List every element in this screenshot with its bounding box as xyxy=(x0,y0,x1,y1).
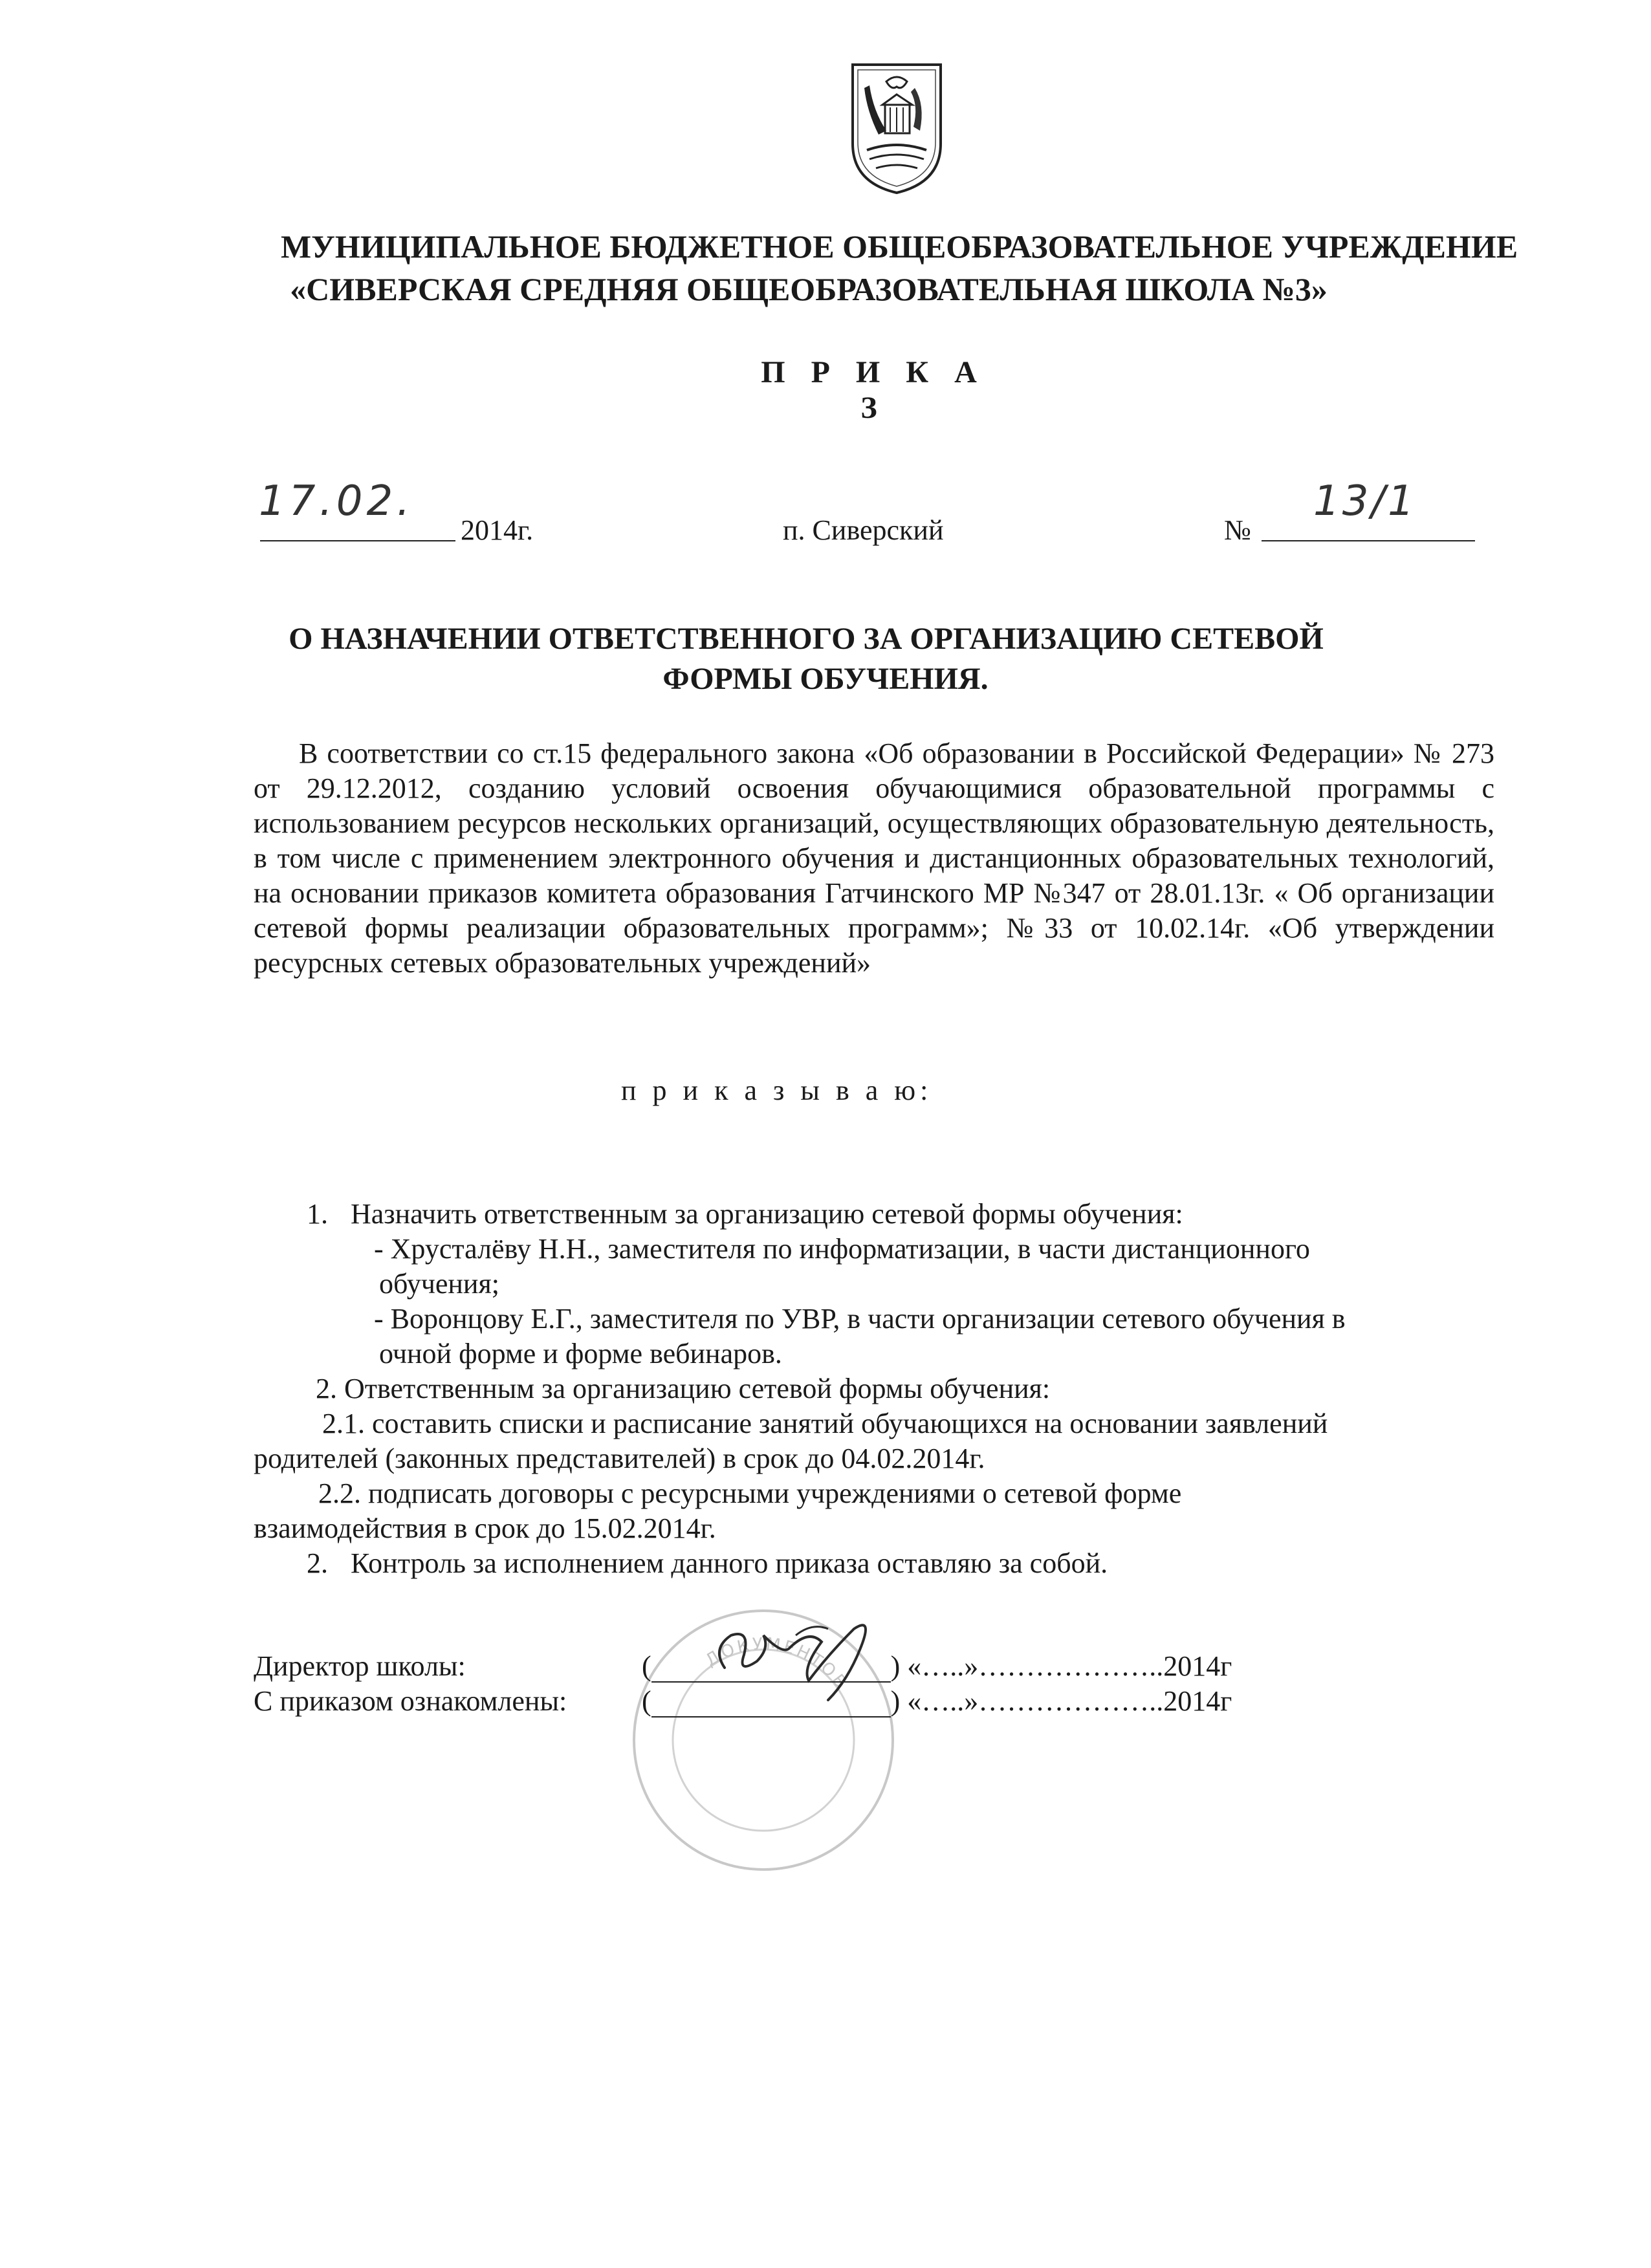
director-label: Директор школы: xyxy=(254,1650,466,1682)
sub-item-line: обучения; xyxy=(379,1268,499,1300)
handwritten-number: 13/1 xyxy=(1313,477,1417,525)
sub-item-line: - Хрусталёву Н.Н., заместителя по информатизации, в части дистанционного xyxy=(374,1233,1310,1265)
org-name-line-2: «СИВЕРСКАЯ СРЕДНЯЯ ОБЩЕОБРАЗОВАТЕЛЬНАЯ ШКОЛА №3» xyxy=(290,271,1328,307)
list-item xyxy=(307,1546,1522,1581)
item-text: Назначить ответственным за организацию сетевой формы обучения: xyxy=(351,1198,1183,1230)
acknowledgement-date-tail: ) «…..»………………..2014г xyxy=(890,1685,1232,1717)
date-underline xyxy=(260,540,455,541)
director-date-tail: ) «…..»………………..2014г xyxy=(890,1650,1232,1682)
preamble-text: В соответствии со ст.15 федерального закона «Об образовании в Российской Федерации» № 273 от 29.12.2012, созданию условий освоения обучающимися образовательной программы с использованием ресурсов нескольких организаций, осуществляющих образовательную деятельность, в том числе с применением электронного обучения и дистанционных образовательных технологий, на основании приказов комитета образования Гатчинского МР №347 от 28.01.13г. « Об организации сетевой формы реализации образовательных программ»; №33 от 10.02.14г. «Об утверждении ресурсных сетевых образовательных учреждений» xyxy=(254,737,1494,979)
list-item xyxy=(307,1197,1522,1232)
subject-line-1: О НАЗНАЧЕНИИ ОТВЕТСТВЕННОГО ЗА ОРГАНИЗАЦИЮ СЕТЕВОЙ xyxy=(289,622,1324,656)
sub-item-line: очной форме и форме вебинаров. xyxy=(379,1338,782,1369)
acknowledgement-label: С приказом ознакомлены: xyxy=(254,1685,567,1717)
subject-line-2: ФОРМЫ ОБУЧЕНИЯ. xyxy=(662,662,989,696)
acknowledgement-row xyxy=(254,1685,1232,1717)
sub-item-line: - Воронцову Е.Г., заместителя по УВР, в части организации сетевого обучения в xyxy=(374,1303,1346,1335)
open-paren: ( xyxy=(642,1685,651,1717)
coat-of-arms-emblem xyxy=(847,60,946,197)
stamp-text: ДОКУМЕНТОВ xyxy=(702,1634,852,1694)
date-year: 2014г. xyxy=(461,514,534,546)
place-name: п. Сиверский xyxy=(783,514,944,546)
sub-item-line: родителей (законных представителей) в срок до 04.02.2014г. xyxy=(254,1443,985,1474)
org-name-line-1: МУНИЦИПАЛЬНОЕ БЮДЖЕТНОЕ ОБЩЕОБРАЗОВАТЕЛЬНОЕ УЧРЕЖДЕНИЕ xyxy=(280,228,1518,265)
number-underline xyxy=(1262,540,1475,541)
open-paren: ( xyxy=(642,1650,651,1682)
document-title: П Р И К А З xyxy=(761,355,986,425)
director-signature-row xyxy=(254,1650,1232,1683)
list-item: 2. Ответственным за организацию сетевой формы обучения: xyxy=(316,1373,1051,1404)
director-sign-field xyxy=(651,1653,891,1683)
order-items xyxy=(254,1197,1522,1581)
preamble-paragraph xyxy=(254,736,1494,981)
sub-item-line: взаимодействия в срок до 15.02.2014г. xyxy=(254,1512,716,1544)
handwritten-date: 17.02. xyxy=(259,477,414,525)
item-text: Контроль за исполнением данного приказа оставляю за собой. xyxy=(351,1547,1108,1579)
item-number: 2. xyxy=(307,1547,328,1579)
item-number: 1. xyxy=(307,1198,328,1230)
acknowledgement-sign-field xyxy=(651,1688,891,1717)
number-sign: № xyxy=(1224,514,1251,546)
sub-item-line: 2.1. составить списки и расписание занятий обучающихся на основании заявлений xyxy=(322,1408,1328,1439)
order-word: п р и к а з ы в а ю: xyxy=(621,1074,933,1106)
sub-item-line: 2.2. подписать договоры с ресурсными учреждениями о сетевой форме xyxy=(318,1477,1182,1509)
